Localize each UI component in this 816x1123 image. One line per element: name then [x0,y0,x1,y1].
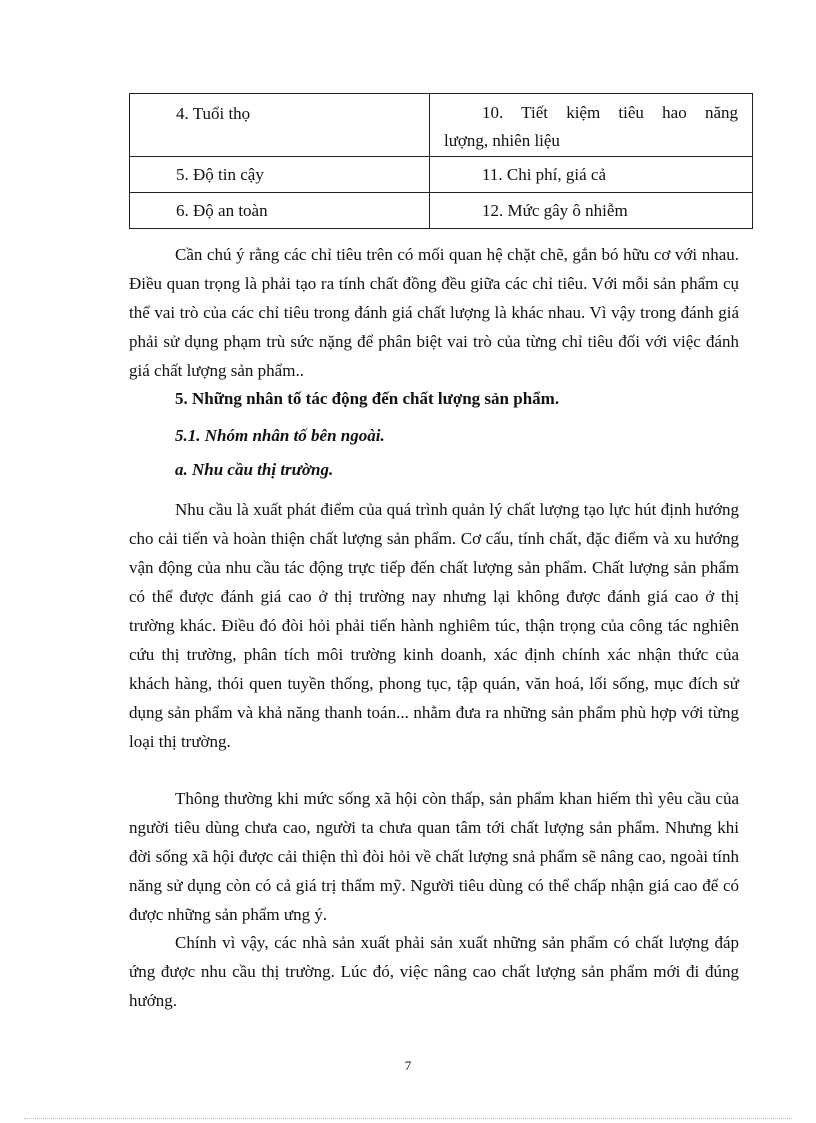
section-heading-5: 5. Những nhân tố tác động đến chất lượng sản phẩm. [175,389,560,408]
paragraph-text: Nhu cầu là xuất phát điểm của quá trình quản lý chất lượng tạo lực hút định hướng cho cải tiến và hoàn thiện chất lượng sản phẩm. Cơ cấu, tính chất, đặc điểm và xu hướng vận động của nhu cầu tác động trực tiếp đến chất lượng sản phẩm. Chất lượng sản phẩm có thể được đánh giá cao ở thị trường nay nhưng lại không được đánh giá cao ở thị trường khác. Điều đó đòi hỏi phải tiến hành nghiêm túc, thận trọng của công tác nghiên cứu thị trường, phân tích môi trường kinh doanh, xác định chính xác nhận thức của khách hàng, thói quen tuyền thống, phong tục, tập quán, văn hoá, lối sống, mục đích sử dụng sản phẩm và khả năng thanh toán... nhằm đưa ra những sản phẩm phù hợp với từng loại thị trường. [129,500,739,751]
cell-line: lượng, nhiên liệu [444,131,560,150]
table-row [130,157,753,193]
criteria-table [129,93,753,229]
table-cell: 6. Độ an toàn [130,193,430,229]
paragraph-market-demand [129,495,739,756]
page-number: 7 [404,1058,412,1073]
table-cell [430,157,753,193]
table-cell [430,193,753,229]
table-row [130,94,753,157]
cell-line: 11. Chi phí, giá cả [482,165,607,184]
paragraph-text: Cần chú ý rằng các chỉ tiêu trên có mối quan hệ chặt chẽ, gắn bó hữu cơ với nhau. Điều quan trọng là phải tạo ra tính chất đồng đều giữa các chỉ tiêu. Với mỗi sản phẩm cụ thể vai trò của các chỉ tiêu trong đánh giá chất lượng là khác nhau. Vì vậy trong đánh giá phải sử dụng phạm trù sức nặng để phân biệt vai trò của từng chỉ tiêu đối với việc đánh giá chất lượng sản phẩm.. [129,245,739,380]
table-cell: 4. Tuổi thọ [130,94,430,157]
paragraph-text: Thông thường khi mức sống xã hội còn thấp, sản phẩm khan hiếm thì yêu cầu của người tiêu dùng chưa cao, người ta chưa quan tâm tới chất lượng sản phẩm. Nhưng khi đời sống xã hội được cải thiện thì đòi hỏi về chất lượng snả phẩm sẽ nâng cao, ngoài tính năng sử dụng còn có cả giá trị thẩm mỹ. Người tiêu dùng có thể chấp nhận giá cao để có được những sản phẩm ưng ý. [129,789,739,924]
cell-line: 12. Mức gây ô nhiễm [482,201,628,220]
paragraph-living-standard [129,784,739,929]
subheading-a: a. Nhu cầu thị trường. [175,460,334,479]
section-heading-5-1: 5.1. Nhóm nhân tố bên ngoài. [175,426,385,445]
table-cell: 5. Độ tin cậy [130,157,430,193]
table-row [130,193,753,229]
footer-divider [24,1118,792,1119]
paragraph-conclusion [129,928,739,1015]
table-cell [430,94,753,157]
cell-line: 10. Tiết kiệm tiêu hao năng [482,103,738,122]
paragraph-criteria-relationship [129,240,739,385]
paragraph-text: Chính vì vậy, các nhà sản xuất phải sản xuất những sản phẩm có chất lượng đáp ứng được nhu cầu thị trường. Lúc đó, việc nâng cao chất lượng sản phẩm mới đi đúng hướng. [129,933,739,1010]
